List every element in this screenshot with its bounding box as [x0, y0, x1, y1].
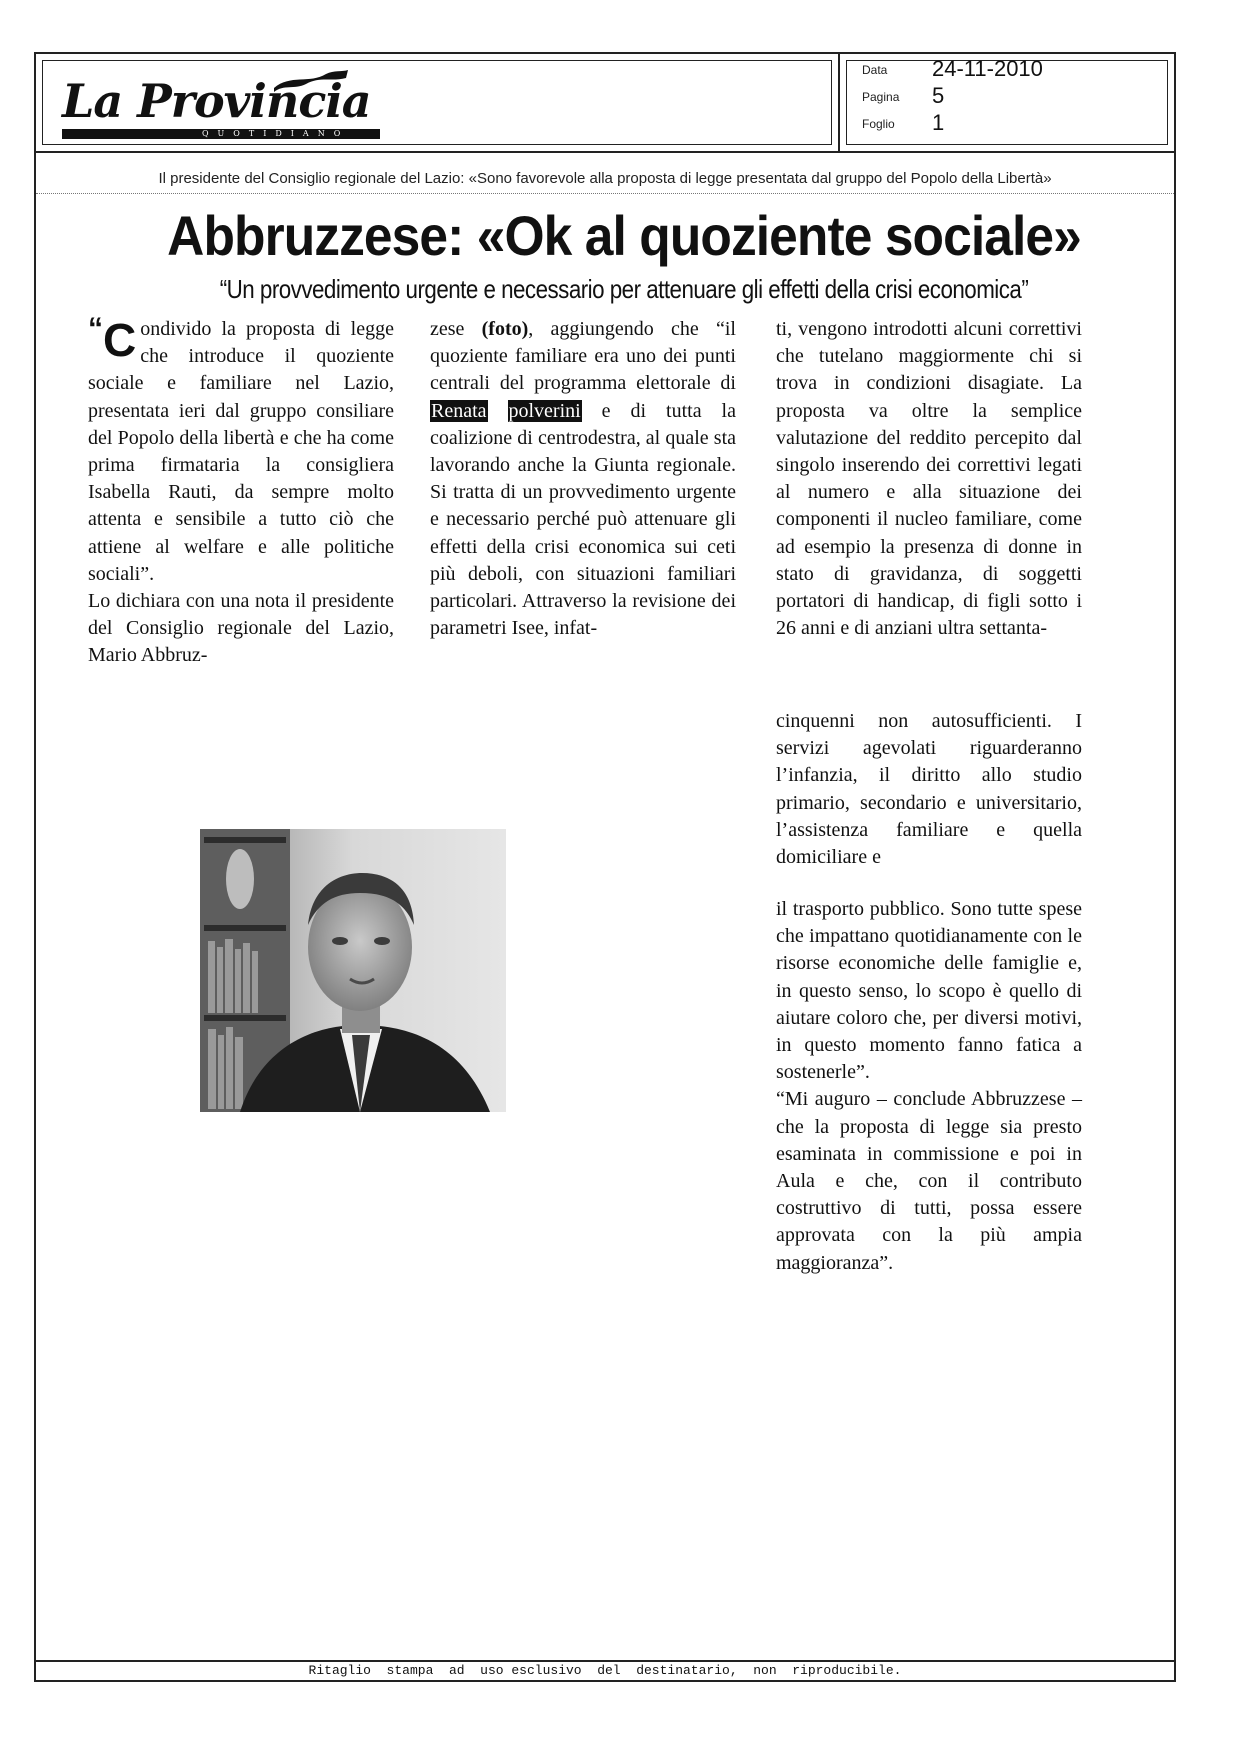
article-kicker: Il presidente del Consiglio regionale del Lazio: «Sono favorevole alla proposta di legge presentata dal gruppo del Popolo della Libertà» [158, 170, 1052, 187]
highlighted-name: polverini [508, 399, 581, 422]
paragraph: il trasporto pubblico. Sono tutte spese che impattano quotidianamente con le risorse economiche delle famiglie e, in questo senso, lo scopo è quello di aiutare coloro che, per diversi motivi, in questo momento fanno fatica a sostenerle”. [776, 898, 1082, 1084]
page-label: Pagina [862, 90, 900, 104]
page-value: 5 [932, 83, 945, 108]
article-column-3-continued [776, 896, 1082, 1277]
article-column-3 [776, 316, 1082, 642]
copyright-notice: Ritaglio stampa ad uso esclusivo del destinatario, non riproducibile. [308, 1663, 902, 1678]
sheet-label: Foglio [862, 117, 895, 131]
article-column-2 [430, 316, 736, 642]
article-column-3-continued [776, 708, 1082, 871]
drop-cap: “C [88, 312, 137, 366]
footer-divider [36, 1660, 1174, 1662]
portrait-photo [200, 829, 506, 1112]
highlighted-name: Renata [431, 399, 487, 422]
article-column-1 [88, 312, 394, 670]
logo-subtitle: QUOTIDIANO [202, 129, 350, 138]
paragraph: zese (foto), aggiungendo che “il quoziente familiare era uno dei punti centrali del programma elettorale di Renata polverini e di tutta la coalizione di centrodestra, al quale sta lavorando anche la Giunta regionale. Si tratta di un provvedimento urgente e necessario perché può attenuare gli effetti della crisi economica sui ceti più deboli, con situazioni familiari particolari. Attraverso la revisione dei parametri Isee, infat- [430, 318, 736, 640]
paragraph: “C ondivido la proposta di legge che introduce il quoziente sociale e familiare nel Lazio, presentata ieri dal gruppo consiliare del Popolo della libertà e che ha come prima firmataria la consigliera Isabella Rauti, da sempre molto attenta e sensibile a tutto ciò che attiene al welfare e alle politiche sociali”. [88, 312, 394, 585]
logo-name: La Provincia [62, 74, 371, 128]
article-headline: Abbruzzese: «Ok al quoziente sociale» [167, 204, 1081, 267]
newspaper-logo [62, 76, 382, 140]
sheet-value: 1 [932, 110, 945, 135]
paragraph: Lo dichiara con una nota il presidente del Consiglio regionale del Lazio, Mario Abbruz- [88, 590, 394, 667]
paragraph: “Mi auguro – conclude Abbruzzese – che la proposta di legge sia presto esaminata in commissione e poi in Aula e che, con il contributo costruttivo di tutti, possa essere approvata con la più ampia maggioranza”. [776, 1088, 1082, 1274]
date-label: Data [862, 63, 888, 77]
paragraph: ti, vengono introdotti alcuni correttivi che tutelano maggiormente chi si trova in condizioni disagiate. La proposta va oltre la semplice valutazione del reddito percepito dal singolo inserendo dei correttivi legati al numero e alla situazione dei componenti il nucleo familiare, come ad esempio la presenza di donne in stato di gravidanza, di soggetti portatori di handicap, di figli sotto i 26 anni e di anziani ultra settanta- [776, 318, 1082, 640]
paragraph: cinquenni non autosufficienti. I servizi agevolati riguarderanno l’infanzia, il diritto allo studio primario, secondario e universitario, l’assistenza familiare e quella domiciliare e [776, 710, 1082, 869]
divider [36, 193, 1174, 194]
article-subhead: “Un provvedimento urgente e necessario per attenuare gli effetti della crisi economica” [219, 274, 1029, 304]
date-value: 24-11-2010 [932, 56, 1043, 81]
photo-reference: (foto) [481, 318, 529, 340]
